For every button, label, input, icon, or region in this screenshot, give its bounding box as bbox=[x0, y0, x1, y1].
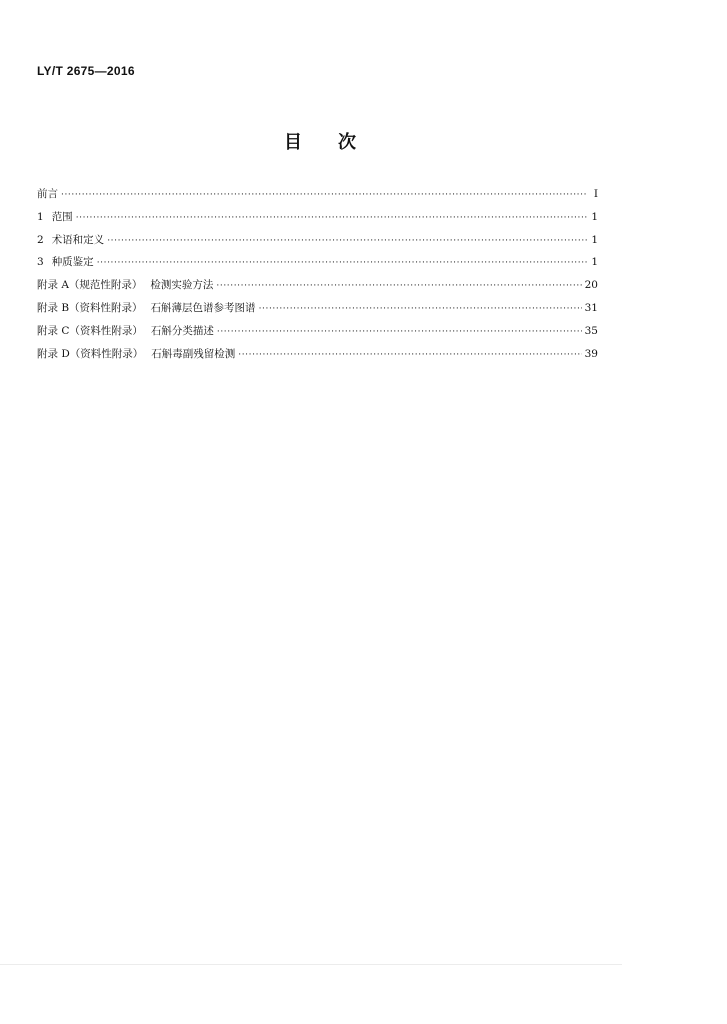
toc-leader-dots bbox=[107, 236, 587, 246]
table-of-contents bbox=[37, 186, 598, 368]
toc-entry-page: 20 bbox=[584, 279, 598, 292]
toc-entry-page: 1 bbox=[591, 256, 598, 269]
toc-entry-label: 石斛分类描述 bbox=[150, 324, 214, 337]
toc-title bbox=[0, 128, 640, 154]
toc-entry-number: 附录 A（规范性附录） bbox=[37, 279, 143, 292]
toc-entry-number: 1 bbox=[37, 210, 44, 223]
toc-leader-dots bbox=[97, 258, 587, 268]
toc-entry-foreword[interactable] bbox=[37, 186, 598, 209]
toc-entry-page: 39 bbox=[584, 347, 598, 360]
toc-entry-number: 2 bbox=[37, 233, 44, 246]
toc-leader-dots bbox=[259, 304, 582, 314]
toc-entry-terms[interactable] bbox=[37, 232, 598, 255]
toc-leader-dots bbox=[216, 281, 581, 291]
toc-entry-annex-a[interactable] bbox=[37, 277, 598, 300]
toc-entry-germplasm[interactable] bbox=[37, 254, 598, 277]
toc-entry-page: Ⅰ bbox=[593, 188, 598, 200]
toc-entry-scope[interactable] bbox=[37, 209, 598, 232]
standard-code: LY/T 2675—2016 bbox=[37, 64, 135, 78]
toc-leader-dots bbox=[76, 213, 587, 223]
toc-entry-number: 附录 B（资料性附录） bbox=[37, 301, 143, 314]
toc-entry-annex-b[interactable] bbox=[37, 300, 598, 323]
toc-entry-page: 1 bbox=[591, 233, 598, 246]
toc-entry-number: 附录 D（资料性附录） bbox=[37, 347, 144, 360]
toc-title-char-2: 次 bbox=[338, 132, 356, 153]
toc-entry-label: 检测实验方法 bbox=[150, 279, 214, 292]
toc-entry-label: 范围 bbox=[51, 210, 73, 223]
toc-entry-annex-c[interactable] bbox=[37, 323, 598, 346]
toc-leader-dots bbox=[238, 350, 581, 360]
toc-entry-label: 前言 bbox=[37, 188, 58, 200]
toc-entry-number: 附录 C（资料性附录） bbox=[37, 324, 143, 337]
toc-entry-label: 种质鉴定 bbox=[51, 256, 94, 269]
toc-entry-number: 3 bbox=[37, 256, 44, 269]
toc-entry-page: 35 bbox=[584, 324, 598, 337]
page-bottom-divider bbox=[0, 964, 622, 965]
toc-entry-annex-d[interactable] bbox=[37, 346, 598, 369]
toc-entry-label: 石斛薄层色谱参考图谱 bbox=[150, 301, 256, 314]
toc-leader-dots bbox=[217, 327, 582, 337]
toc-entry-label: 术语和定义 bbox=[51, 233, 105, 246]
toc-entry-page: 31 bbox=[584, 301, 598, 314]
toc-leader-dots bbox=[61, 190, 587, 200]
toc-title-char-1: 目 bbox=[284, 132, 302, 153]
toc-entry-label: 石斛毒副残留检测 bbox=[151, 347, 236, 360]
toc-entry-page: 1 bbox=[591, 210, 598, 223]
